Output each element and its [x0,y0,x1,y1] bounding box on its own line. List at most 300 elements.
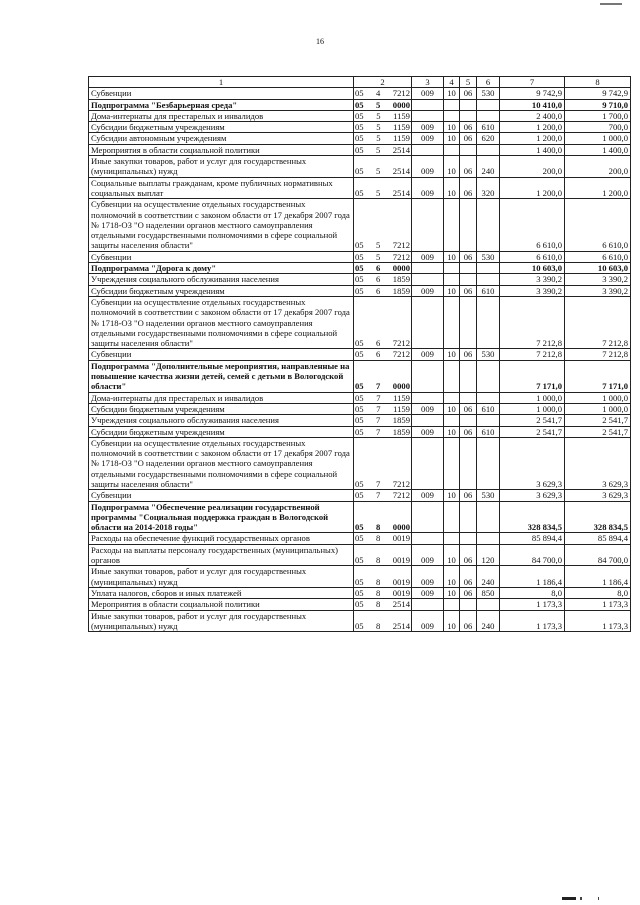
row-col5: 06 [460,587,477,598]
row-code [354,544,412,566]
row-col3 [412,360,444,392]
row-name: Иные закупки товаров, работ и услуг для государственных (муниципальных) нужд [89,156,354,178]
row-col3: 009 [412,349,444,360]
row-col4 [444,110,460,121]
row-value-8: 2 541,7 [565,415,631,426]
code-part: 05 [355,381,364,392]
row-col5: 06 [460,122,477,133]
table-header-row [89,77,631,88]
table-row [89,415,631,426]
row-col6 [477,110,500,121]
row-value-8: 700,0 [565,122,631,133]
row-name: Подпрограмма "Обеспечение реализации государственной программы "Социальная поддержка граждан в Вологодской области на 2014-2018 годы" [89,501,354,533]
row-value-8: 8,0 [565,587,631,598]
row-code [354,360,412,392]
row-col5 [460,144,477,155]
code-part: 7 [376,392,381,403]
row-col3 [412,99,444,110]
row-col3: 009 [412,133,444,144]
row-value-7: 1 173,3 [500,599,565,610]
row-code [354,263,412,274]
scan-artifact-top [600,3,622,5]
row-value-8: 328 834,5 [565,501,631,533]
row-value-8: 1 400,0 [565,144,631,155]
row-value-7: 7 171,0 [500,360,565,392]
row-col6 [477,263,500,274]
table-row [89,263,631,274]
row-name: Субсидии автономным учреждениям [89,133,354,144]
code-part: 05 [355,555,364,566]
code-part: 1859 [392,285,410,296]
row-value-7: 328 834,5 [500,501,565,533]
row-value-8: 3 390,2 [565,285,631,296]
code-part: 05 [355,490,364,501]
row-name: Субсидии бюджетным учреждениям [89,403,354,414]
row-name: Социальные выплаты гражданам, кроме публичных нормативных социальных выплат [89,177,354,199]
code-part: 5 [376,122,381,133]
row-col3 [412,296,444,348]
row-col4 [444,533,460,544]
row-code [354,296,412,348]
row-value-8: 10 603,0 [565,263,631,274]
row-value-7: 84 700,0 [500,544,565,566]
code-part: 8 [376,620,381,631]
row-col6: 610 [477,285,500,296]
row-col3 [412,199,444,251]
row-col3: 009 [412,490,444,501]
row-code [354,437,412,489]
row-value-7: 1 000,0 [500,403,565,414]
code-part: 2514 [392,166,410,177]
code-part: 6 [376,338,381,349]
row-name: Субсидии бюджетным учреждениям [89,122,354,133]
row-value-7: 3 629,3 [500,437,565,489]
table-row [89,156,631,178]
code-part: 0019 [392,587,410,598]
row-col5 [460,415,477,426]
code-part: 8 [376,587,381,598]
row-col5: 06 [460,133,477,144]
row-name: Учреждения социального обслуживания населения [89,415,354,426]
code-part: 1159 [393,133,410,144]
row-value-7: 10 410,0 [500,99,565,110]
row-col3 [412,110,444,121]
code-part: 05 [355,620,364,631]
row-col6: 610 [477,122,500,133]
code-part: 7212 [392,490,410,501]
row-code [354,610,412,632]
code-part: 8 [376,599,381,610]
row-name: Подпрограмма "Безбарьерная среда" [89,99,354,110]
row-name: Дома-интернаты для престарелых и инвалидов [89,392,354,403]
header-cell: 2 [354,77,412,88]
row-code [354,587,412,598]
code-part: 1159 [393,403,410,414]
table-row [89,490,631,501]
code-part: 1859 [392,274,410,285]
scan-artifact-bottom [598,897,599,900]
row-value-7: 1 200,0 [500,122,565,133]
table-row [89,587,631,598]
row-value-8: 84 700,0 [565,544,631,566]
row-code [354,199,412,251]
code-part: 7 [376,490,381,501]
code-part: 6 [376,263,381,274]
code-part: 1159 [393,110,410,121]
table-row [89,599,631,610]
row-name: Субвенции [89,88,354,99]
code-part: 05 [355,522,364,533]
code-part: 05 [355,110,364,121]
code-part: 05 [355,144,364,155]
row-col6 [477,437,500,489]
code-part: 05 [355,274,364,285]
row-code [354,122,412,133]
row-col5 [460,392,477,403]
code-part: 7 [376,426,381,437]
row-col6 [477,392,500,403]
table-row [89,403,631,414]
row-name: Уплата налогов, сборов и иных платежей [89,587,354,598]
row-code [354,110,412,121]
row-col4: 10 [444,122,460,133]
row-col4: 10 [444,156,460,178]
row-code [354,415,412,426]
row-col6: 240 [477,610,500,632]
code-part: 05 [355,285,364,296]
code-part: 0019 [392,533,410,544]
row-col6 [477,274,500,285]
row-col4: 10 [444,490,460,501]
row-code [354,599,412,610]
table-row [89,533,631,544]
code-part: 5 [376,99,381,110]
row-col3: 009 [412,122,444,133]
scan-artifact-bottom [580,897,582,900]
row-name: Мероприятия в области социальной политики [89,144,354,155]
row-col5: 06 [460,544,477,566]
table-row [89,566,631,588]
code-part: 05 [355,349,364,360]
row-col4 [444,99,460,110]
row-col3 [412,415,444,426]
row-col3: 009 [412,403,444,414]
code-part: 7212 [392,240,410,251]
code-part: 05 [355,166,364,177]
code-part: 05 [355,478,364,489]
row-name: Мероприятия в области социальной политики [89,599,354,610]
row-col3: 009 [412,587,444,598]
code-part: 05 [355,88,364,99]
table-row [89,177,631,199]
row-value-8: 3 629,3 [565,490,631,501]
row-value-7: 3 629,3 [500,490,565,501]
row-col5 [460,296,477,348]
row-col4: 10 [444,177,460,199]
row-col3: 009 [412,610,444,632]
row-col5 [460,437,477,489]
row-col3: 009 [412,88,444,99]
row-code [354,251,412,262]
row-name: Субвенции на осуществление отдельных государственных полномочий в соответствии с законом области от 17 декабря 2007 года № 1718-ОЗ "О наделении органов местного самоуправления отдельными государственными полномочиями в сфере социальной защиты населения области" [89,199,354,251]
row-col4 [444,501,460,533]
row-col6 [477,533,500,544]
row-col6: 530 [477,349,500,360]
row-code [354,533,412,544]
row-value-7: 1 186,4 [500,566,565,588]
header-cell: 6 [477,77,500,88]
row-col4 [444,599,460,610]
row-col5 [460,599,477,610]
table-row [89,133,631,144]
code-part: 0019 [392,576,410,587]
code-part: 8 [376,522,381,533]
row-col5 [460,199,477,251]
code-part: 7 [376,381,381,392]
row-value-7: 200,0 [500,156,565,178]
code-part: 2514 [392,599,410,610]
header-cell: 3 [412,77,444,88]
row-value-8: 7 212,8 [565,296,631,348]
row-col5 [460,533,477,544]
row-col6 [477,199,500,251]
row-value-7: 8,0 [500,587,565,598]
code-part: 5 [376,251,381,262]
table-row [89,99,631,110]
row-value-7: 85 894,4 [500,533,565,544]
table-row [89,360,631,392]
row-value-8: 200,0 [565,156,631,178]
row-col5 [460,501,477,533]
code-part: 05 [355,263,364,274]
row-code [354,177,412,199]
code-part: 05 [355,599,364,610]
scan-artifact-bottom [562,897,576,900]
row-col3: 009 [412,251,444,262]
row-col4: 10 [444,566,460,588]
row-name: Расходы на обеспечение функций государственных органов [89,533,354,544]
row-value-7: 2 541,7 [500,426,565,437]
row-col4: 10 [444,88,460,99]
table-row [89,296,631,348]
row-value-7: 6 610,0 [500,199,565,251]
code-part: 6 [376,274,381,285]
row-col4: 10 [444,544,460,566]
row-code [354,490,412,501]
code-part: 2514 [392,620,410,631]
code-part: 05 [355,240,364,251]
row-value-8: 1 200,0 [565,177,631,199]
row-col5 [460,360,477,392]
row-col3: 009 [412,156,444,178]
row-value-7: 6 610,0 [500,251,565,262]
row-col5: 06 [460,177,477,199]
code-part: 5 [376,110,381,121]
code-part: 05 [355,576,364,587]
row-col5: 06 [460,88,477,99]
code-part: 4 [376,88,381,99]
row-col3 [412,392,444,403]
row-col5: 06 [460,285,477,296]
row-code [354,99,412,110]
row-value-8: 1 000,0 [565,403,631,414]
row-col5 [460,263,477,274]
row-value-8: 9 710,0 [565,99,631,110]
row-value-7: 3 390,2 [500,285,565,296]
row-col4 [444,392,460,403]
row-name: Подпрограмма "Дорога к дому" [89,263,354,274]
row-value-7: 3 390,2 [500,274,565,285]
row-value-8: 7 212,8 [565,349,631,360]
row-code [354,501,412,533]
table-row [89,501,631,533]
row-name: Дома-интернаты для престарелых и инвалидов [89,110,354,121]
row-col6: 240 [477,156,500,178]
row-col3 [412,263,444,274]
row-value-7: 7 212,8 [500,349,565,360]
code-part: 5 [376,133,381,144]
row-col6 [477,599,500,610]
row-value-8: 6 610,0 [565,251,631,262]
row-col6 [477,99,500,110]
code-part: 7212 [392,338,410,349]
row-col3 [412,501,444,533]
table-row [89,199,631,251]
row-code [354,349,412,360]
row-col3: 009 [412,285,444,296]
row-value-7: 7 212,8 [500,296,565,348]
row-value-7: 1 400,0 [500,144,565,155]
code-part: 6 [376,349,381,360]
row-value-7: 1 173,3 [500,610,565,632]
row-col6: 320 [477,177,500,199]
code-part: 1859 [392,426,410,437]
row-value-8: 1 700,0 [565,110,631,121]
code-part: 7212 [392,88,410,99]
table-row [89,285,631,296]
table-row [89,392,631,403]
table-row [89,349,631,360]
row-col4 [444,415,460,426]
code-part: 7 [376,403,381,414]
row-value-7: 2 541,7 [500,415,565,426]
row-col5: 06 [460,490,477,501]
code-part: 05 [355,133,364,144]
row-col3 [412,533,444,544]
code-part: 5 [376,187,381,198]
code-part: 7 [376,478,381,489]
code-part: 1859 [392,415,410,426]
row-code [354,566,412,588]
table-row [89,437,631,489]
row-col4: 10 [444,587,460,598]
row-value-8: 6 610,0 [565,199,631,251]
row-code [354,403,412,414]
row-name: Подпрограмма "Дополнительные мероприятия, направленные на повышение качества жизни детей, семей с детьми в Вологодской области" [89,360,354,392]
row-col5: 06 [460,156,477,178]
code-part: 1159 [393,392,410,403]
table-row [89,610,631,632]
budget-table [88,76,631,632]
row-code [354,285,412,296]
row-value-8: 2 541,7 [565,426,631,437]
code-part: 8 [376,555,381,566]
code-part: 5 [376,144,381,155]
header-cell: 8 [565,77,631,88]
row-col6 [477,144,500,155]
code-part: 5 [376,240,381,251]
row-col4: 10 [444,285,460,296]
table-row [89,426,631,437]
header-cell: 4 [444,77,460,88]
code-part: 0000 [392,522,410,533]
row-value-8: 1 000,0 [565,392,631,403]
row-col4 [444,144,460,155]
row-code [354,133,412,144]
row-col4: 10 [444,133,460,144]
code-part: 0019 [392,555,410,566]
code-part: 8 [376,576,381,587]
code-part: 05 [355,533,364,544]
code-part: 05 [355,187,364,198]
code-part: 7212 [392,349,410,360]
code-part: 05 [355,587,364,598]
code-part: 05 [355,415,364,426]
row-col6: 620 [477,133,500,144]
table-row [89,122,631,133]
row-col5: 06 [460,403,477,414]
row-col4 [444,274,460,285]
code-part: 5 [376,166,381,177]
table-row [89,88,631,99]
row-col3: 009 [412,566,444,588]
row-value-7: 2 400,0 [500,110,565,121]
row-col6: 530 [477,251,500,262]
code-part: 0000 [392,381,410,392]
row-col3: 009 [412,426,444,437]
row-value-7: 1 000,0 [500,392,565,403]
header-cell: 1 [89,77,354,88]
row-col3 [412,274,444,285]
row-name: Субвенции [89,490,354,501]
row-value-8: 1 173,3 [565,599,631,610]
row-col6: 850 [477,587,500,598]
row-col5: 06 [460,610,477,632]
row-name: Иные закупки товаров, работ и услуг для государственных (муниципальных) нужд [89,566,354,588]
row-col4: 10 [444,251,460,262]
table-row [89,251,631,262]
row-name: Субвенции [89,349,354,360]
row-col6 [477,360,500,392]
row-col6: 240 [477,566,500,588]
code-part: 05 [355,403,364,414]
row-col4 [444,263,460,274]
row-value-8: 1 000,0 [565,133,631,144]
row-col6: 120 [477,544,500,566]
row-name: Субвенции на осуществление отдельных государственных полномочий в соответствии с законом области от 17 декабря 2007 года № 1718-ОЗ "О наделении органов местного самоуправления отдельными государственными полномочиями в сфере социальной защиты населения области" [89,437,354,489]
table-row [89,144,631,155]
row-col5 [460,274,477,285]
row-col3: 009 [412,544,444,566]
header-cell: 7 [500,77,565,88]
row-code [354,392,412,403]
table-row [89,544,631,566]
code-part: 0000 [392,263,410,274]
row-value-8: 3 629,3 [565,437,631,489]
row-col4: 10 [444,403,460,414]
code-part: 8 [376,533,381,544]
code-part: 7212 [392,251,410,262]
